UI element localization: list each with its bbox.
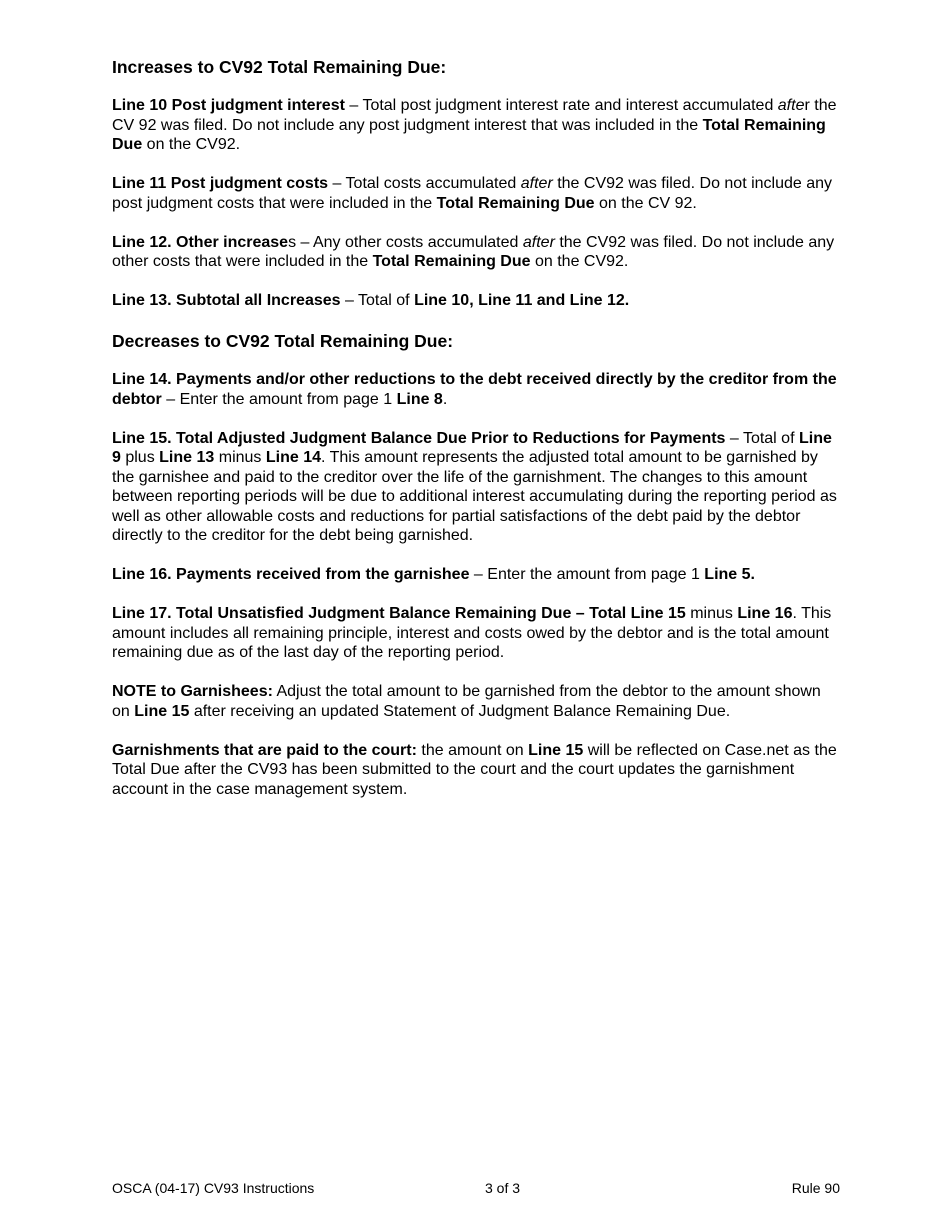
line-10-paragraph bbox=[112, 96, 842, 155]
line-16-paragraph bbox=[112, 565, 842, 585]
line-17-bold: Line 16 bbox=[737, 605, 793, 622]
line-15-text: – Total of bbox=[725, 429, 799, 447]
line-12-text-0: s bbox=[288, 233, 297, 251]
footer-rule: Rule 90 bbox=[791, 1180, 840, 1196]
line-13-bold: Line 10, Line 11 and Line 12. bbox=[414, 292, 630, 309]
line-10-text-3: on the CV92. bbox=[142, 136, 241, 153]
footer-form-id: OSCA (04-17) CV93 Instructions bbox=[112, 1180, 315, 1196]
line-17-title: Line 17. Total Unsatisfied Judgment Balance Remaining Due – Total Line 15 bbox=[112, 605, 686, 622]
line-10-bold: Total Remaining Due bbox=[112, 116, 826, 153]
line-12-bold: Total Remaining Due bbox=[372, 253, 531, 270]
garnishments-text: the amount on bbox=[416, 741, 529, 759]
line-12-title: Line 12. Other increase bbox=[112, 233, 289, 251]
line-17-text-2: . This amount includes all remaining principle, interest and costs owed by the debtor and is the total amount remaining due as of the last day of the reporting period. bbox=[112, 605, 832, 661]
line-15-paragraph bbox=[112, 429, 842, 546]
line-14-title: Line 14. Payments and/or other reductions to the debt received directly by the creditor from the debtor bbox=[112, 371, 837, 408]
line-15-bold-3: Line 14 bbox=[265, 449, 322, 466]
line-17-paragraph bbox=[112, 604, 842, 663]
line-12-italic: after bbox=[522, 233, 555, 251]
line-14-bold: Line 8 bbox=[396, 390, 443, 408]
garnishments-title: Garnishments that are paid to the court: bbox=[112, 741, 417, 759]
line-13-text: – Total of bbox=[340, 292, 415, 309]
line-14-paragraph bbox=[112, 370, 842, 409]
footer-page-number: 3 of 3 bbox=[485, 1180, 521, 1196]
line-15-title: Line 15. Total Adjusted Judgment Balance Due Prior to Reductions for Payments bbox=[112, 429, 726, 447]
line-10-title: Line 10 Post judgment interest bbox=[112, 97, 345, 114]
heading-increases: Increases to CV92 Total Remaining Due: bbox=[112, 57, 447, 77]
line-11-text: – Total costs accumulated bbox=[328, 175, 521, 192]
line-10-text: – Total post judgment interest rate and interest accumulated bbox=[344, 97, 778, 114]
note-text: Adjust the total amount to be garnished from the debtor to the amount shown on bbox=[112, 683, 821, 720]
line-15-bold-2: Line 13 bbox=[159, 449, 215, 466]
note-title: NOTE to Garnishees: bbox=[112, 683, 273, 700]
line-11-text-3: on the CV 92. bbox=[594, 194, 697, 212]
line-10-italic: afte bbox=[777, 97, 805, 114]
note-bold: Line 15 bbox=[134, 702, 190, 720]
line-11-title: Line 11 Post judgment costs bbox=[112, 175, 329, 192]
line-17-text: minus bbox=[685, 605, 738, 622]
line-11-paragraph bbox=[112, 174, 842, 213]
line-14-text-2: . bbox=[442, 390, 448, 408]
garnishments-bold: Line 15 bbox=[528, 741, 584, 759]
line-13-paragraph bbox=[112, 291, 842, 311]
line-16-bold: Line 5. bbox=[704, 566, 755, 583]
line-12-text: – Any other costs accumulated bbox=[296, 233, 523, 251]
line-15-text-2: plus bbox=[120, 449, 160, 466]
garnishments-text-2: will be reflected on Case.net as the Total Due after the CV93 has been submitted to the court and the court updates the garnishment account in the case management system. bbox=[112, 741, 837, 798]
heading-decreases: Decreases to CV92 Total Remaining Due: bbox=[112, 331, 454, 351]
line-15-text-4: . This amount represents the adjusted total amount to be garnished by the garnishee and paid to the creditor over the life of the garnishment. The changes to this amount between reporting periods will be due to additional interest accumulating during the reporting period as well as other allowable costs and reductions for partial satisfactions of the debt paid by the debtor directly to the creditor for the debt being garnished. bbox=[112, 449, 837, 544]
note-paragraph bbox=[112, 682, 842, 721]
line-12-paragraph bbox=[112, 233, 842, 272]
line-10-text-2: r the CV 92 was filed. Do not include any post judgment interest that was included in the bbox=[112, 97, 837, 134]
line-15-text-3: minus bbox=[214, 449, 266, 466]
line-12-text-3: on the CV92. bbox=[530, 253, 629, 270]
line-12-text-2: the CV92 was filed. Do not include any other costs that were included in the bbox=[112, 233, 835, 270]
note-text-2: after receiving an updated Statement of Judgment Balance Remaining Due. bbox=[189, 702, 731, 720]
line-15-bold: Line 9 bbox=[112, 429, 832, 466]
line-11-italic: after bbox=[520, 175, 553, 192]
document-body bbox=[112, 56, 842, 819]
line-13-title: Line 13. Subtotal all Increases bbox=[112, 292, 341, 309]
line-14-text: – Enter the amount from page 1 bbox=[161, 390, 397, 408]
line-16-text: – Enter the amount from page 1 bbox=[469, 566, 705, 583]
line-11-text-2: the CV92 was filed. Do not include any post judgment costs that were included in the bbox=[112, 175, 833, 212]
page-footer bbox=[112, 1180, 840, 1198]
line-11-bold: Total Remaining Due bbox=[436, 194, 595, 212]
garnishments-paragraph bbox=[112, 741, 842, 800]
line-16-title: Line 16. Payments received from the garnishee bbox=[112, 566, 470, 583]
